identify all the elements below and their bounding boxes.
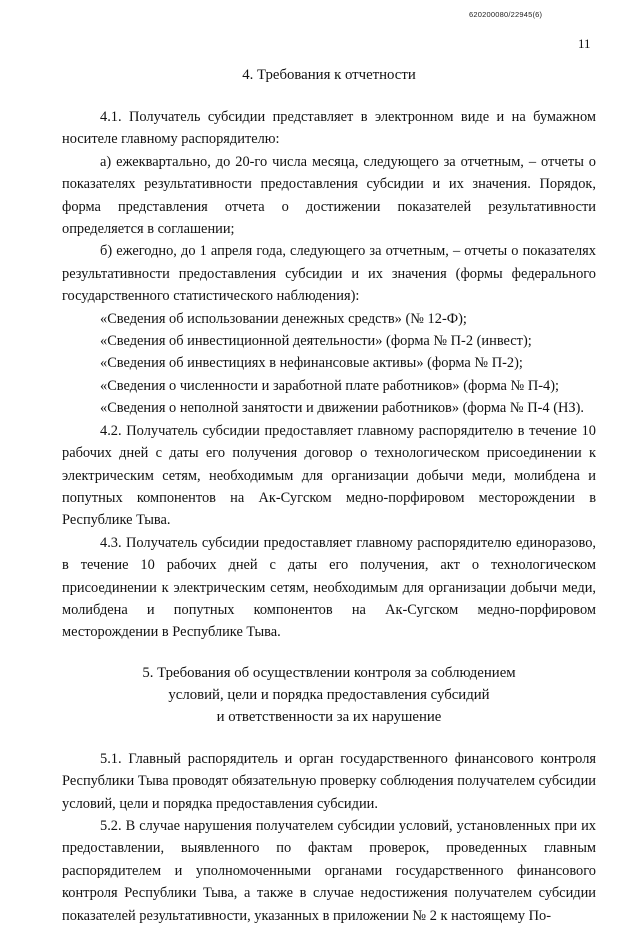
form-item-12f: «Сведения об использовании денежных средств» (№ 12-Ф);: [100, 310, 467, 327]
document-body: [62, 64, 596, 927]
paragraph-4-3: 4.3. Получатель субсидии предоставляет главному распорядителю единоразово, в течение 10 рабочих дней с даты его получения, акт о технологическом присоединении к электрическим сетям, необходимым для организации добычи меди, молибдена и попутных компонентов на Ак-Сугском медно-порфировом месторождении в Республике Тыва.: [62, 534, 596, 641]
section-5-title-line-3: и ответственности за их нарушение: [216, 708, 442, 725]
document-code: 620200080/22945(6): [469, 10, 543, 19]
paragraph-4-1-b: б) ежегодно, до 1 апреля года, следующего за отчетным, – отчеты о показателях результативности предоставления субсидии и их значения (формы федерального государственного статистического наблюдения):: [62, 243, 596, 305]
section-5-title: [62, 662, 596, 728]
section-4-title: 4. Требования к отчетности: [242, 67, 416, 83]
section-5-title-line-1: 5. Требования об осуществлении контроля за соблюдением: [142, 664, 516, 681]
paragraph-5-2: 5.2. В случае нарушения получателем субсидии условий, установленных при их предоставлении, выявленного по фактам проверок, проведенных главным распорядителем и уполномоченными органами государственного финансового контроля Республики Тыва, а также в случае недостижения получателем субсидии показателей результативности, указанных в приложении № 2 к настоящему По-: [62, 817, 596, 924]
paragraph-4-1: 4.1. Получатель субсидии представляет в электронном виде и на бумажном носителе главному распорядителю:: [62, 109, 596, 148]
paragraph-4-2: 4.2. Получатель субсидии предоставляет главному распорядителю в течение 10 рабочих дней с даты его получения договор о технологическом присоединении к электрическим сетям, необходимым для организации добычи меди, молибдена и попутных компонентов на Ак-Сугском медно-порфировом месторождении в Республике Тыва.: [62, 422, 596, 529]
form-item-p4: «Сведения о численности и заработной плате работников» (форма № П-4);: [100, 377, 560, 394]
paragraph-4-1-a: а) ежеквартально, до 20-го числа месяца, следующего за отчетным, – отчеты о показателях результативности предоставления субсидии и их значения. Порядок, форма представления отчета о достижении показателей результативности определяется в соглашении;: [62, 153, 596, 238]
paragraph-5-1: 5.1. Главный распорядитель и орган государственного финансового контроля Республики Тыва проводят обязательную проверку соблюдения получателем субсидии условий, цели и порядка предоставления субсидии.: [62, 750, 596, 812]
page-number: 11: [578, 36, 591, 51]
section-5-title-line-2: условий, цели и порядка предоставления субсидий: [168, 686, 490, 703]
form-item-p2: «Сведения об инвестициях в нефинансовые активы» (форма № П-2);: [100, 355, 523, 372]
form-item-p4-nz: «Сведения о неполной занятости и движении работников» (форма № П-4 (НЗ).: [100, 400, 584, 417]
form-item-p2-invest: «Сведения об инвестиционной деятельности» (форма № П-2 (инвест);: [100, 333, 532, 350]
